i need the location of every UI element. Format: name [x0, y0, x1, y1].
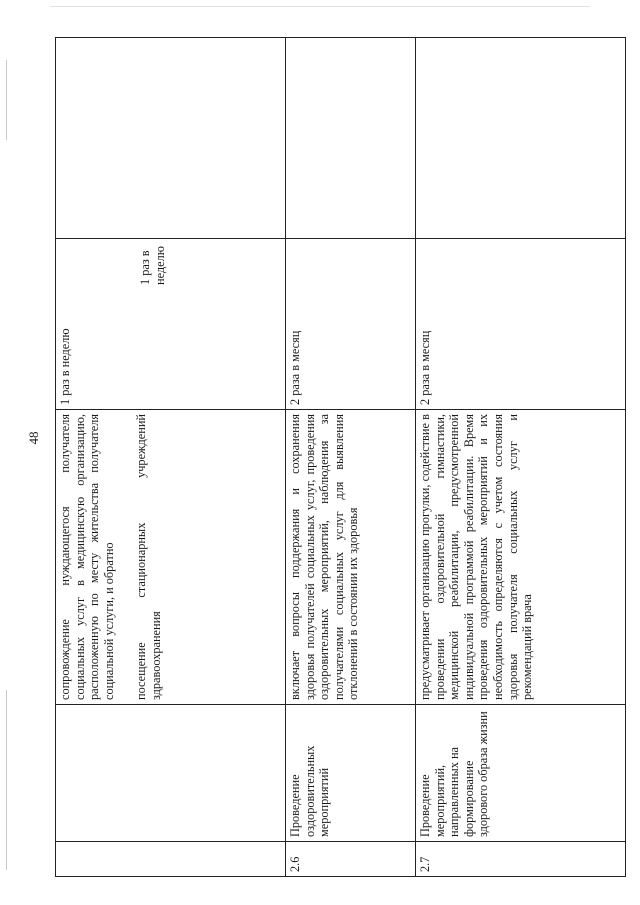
services-table — [55, 37, 626, 877]
description-text: посещение стационарных учреждений здравоохранения — [134, 414, 163, 700]
scan-artifact — [6, 60, 7, 140]
empty-cell — [416, 38, 626, 239]
service-name-cell — [56, 705, 286, 842]
service-name-cell: Проведение оздоровительных мероприятий — [286, 705, 416, 842]
service-description-cell: включает вопросы поддержания и сохранения здоровья получателей социальных услуг, проведения оздоровительных мероприятий, наблюдения за получателями социальных услуг для выявления отклонений в состоянии их здоровья — [286, 410, 416, 705]
table-row — [286, 38, 416, 877]
empty-cell — [286, 38, 416, 239]
period-text: 1 раз в неделю — [58, 328, 72, 405]
empty-cell — [56, 38, 286, 239]
description-text: сопровождение нуждающегося получателя социальных услуг в медицинскую организацию, расположенную по месту жительства получателя социальной услуги, и обратно — [58, 414, 116, 700]
spacer — [116, 414, 134, 700]
row-number-cell: 2.6 — [286, 842, 416, 877]
row-number-cell: 2.7 — [416, 842, 626, 877]
table-row — [416, 38, 626, 877]
period-text: 1 раз в неделю — [138, 246, 167, 285]
row-number-cell — [56, 842, 286, 877]
page-number: 48 — [26, 431, 41, 445]
period-cell: 2 раза в месяц — [286, 239, 416, 410]
scan-artifact — [50, 6, 590, 7]
service-description-cell: предусматривает организацию прогулки, содействие в проведении оздоровительной гимнастики, медицинской реабилитации, предусмотренной индивидуальной программой реабилитации. Время проведения оздоровительных мероприятий и их необходимость определяются с учетом состояния здоровья получателя социальных услуг и рекомендаций врача — [416, 410, 626, 705]
table-row — [56, 38, 286, 877]
period-wrapper — [58, 243, 283, 405]
service-description-cell — [56, 410, 286, 705]
scan-artifact — [6, 690, 7, 870]
period-cell — [56, 239, 286, 410]
rotated-page — [55, 37, 625, 877]
period-cell: 2 раза в месяц — [416, 239, 626, 410]
service-name-cell: Проведение мероприятий, направленных на формирование здорового образа жизни — [416, 705, 626, 842]
